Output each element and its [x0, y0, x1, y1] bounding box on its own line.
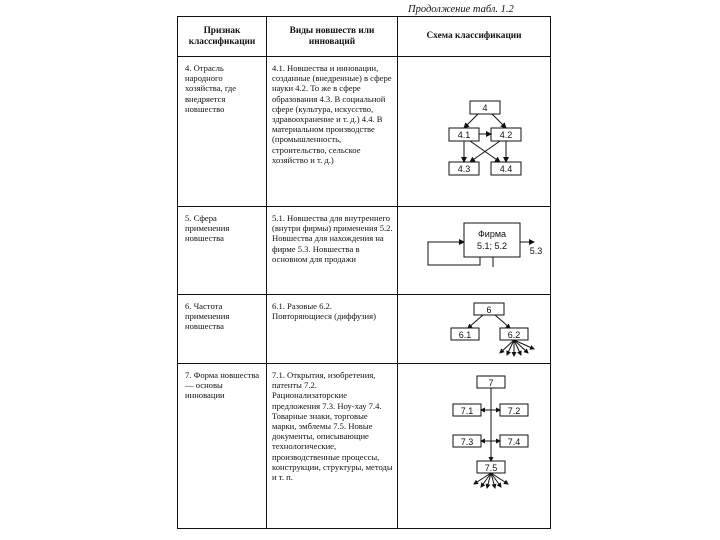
scheme-cell: [398, 295, 551, 364]
label-7-4: 7.4: [507, 437, 521, 447]
scheme-diagram-6: [398, 295, 551, 364]
label-7-1: 7.1: [460, 406, 474, 416]
table-row: [178, 57, 551, 207]
arrow: [468, 315, 483, 328]
continuation-caption: Продолжение табл. 1.2: [408, 4, 514, 15]
diffusion-arrow: [500, 340, 514, 353]
feature-cell: 7. Форма новшества — основы инновации: [178, 364, 267, 529]
scheme-diagram-5: [398, 207, 551, 295]
label-7-5: 7.5: [484, 463, 498, 473]
feature-cell: 5. Сфера применения новшества: [178, 207, 267, 295]
firm-label: Фирма: [477, 229, 507, 239]
scheme-cell: [398, 364, 551, 529]
label-4-4: 4.4: [499, 164, 513, 174]
classification-table: [177, 16, 551, 529]
scheme-diagram-4: [398, 57, 551, 207]
table-row: [178, 207, 551, 295]
kinds-cell: 6.1. Разовые 6.2. Повторяющиеся (диффузия): [267, 295, 398, 364]
scheme-diagram-7: [398, 364, 551, 530]
label-7-3: 7.3: [460, 437, 474, 447]
diffusion-arrow: [514, 340, 534, 349]
label-7-2: 7.2: [507, 406, 521, 416]
firm-sub-label: 5.1; 5.2: [476, 241, 508, 251]
feature-cell: 6. Частота применения новшества: [178, 295, 267, 364]
internal-loop-arrow: [428, 242, 480, 265]
arrow: [492, 114, 506, 128]
label-4-2: 4.2: [499, 130, 513, 140]
label-6-2: 6.2: [507, 330, 521, 340]
label-4-1: 4.1: [457, 130, 471, 140]
arrow: [495, 315, 510, 328]
scheme-cell: [398, 57, 551, 207]
header-scheme: Схема классификации: [398, 17, 551, 57]
label-4: 4: [482, 103, 488, 113]
label-7: 7: [488, 378, 494, 388]
feature-cell: 4. Отрасль народного хозяйства, где внедряется новшество: [178, 57, 267, 207]
diffusion-arrow: [514, 340, 528, 353]
label-6: 6: [486, 305, 492, 315]
header-feature: Признак классификации: [178, 17, 267, 57]
header-row: [178, 17, 551, 57]
label-5-3: 5.3: [529, 246, 543, 256]
table-row: [178, 364, 551, 529]
label-4-3: 4.3: [457, 164, 471, 174]
kinds-cell: 7.1. Открытия, изобретения, патенты 7.2. Рационализаторские предложения 7.3. Ноу-хау 7.4. Товарные знаки, торговые марки, эмблемы 7.5. Новые документы, описывающие технологические, производственные процессы, конструкции, структуры, методы и т. п.: [267, 364, 398, 529]
kinds-cell: 4.1. Новшества и инновации, созданные (внедренные) в сфере науки 4.2. То же в сфере образования 4.3. В социальной сфере (культура, искусство, здравоохранение и т. д.) 4.4. В материальном производстве (промышленность, строительство, сельское хозяйство и т. д.): [267, 57, 398, 207]
scheme-cell: [398, 207, 551, 295]
kinds-cell: 5.1. Новшества для внутреннего (внутри фирмы) применения 5.2. Новшества для нахождения на фирме 5.3. Новшества в основном для продажи: [267, 207, 398, 295]
table-row: [178, 295, 551, 364]
diffusion-arrow: [507, 340, 514, 355]
header-kinds: Виды новшеств или инноваций: [267, 17, 398, 57]
arrow: [464, 114, 478, 128]
label-6-1: 6.1: [458, 330, 472, 340]
